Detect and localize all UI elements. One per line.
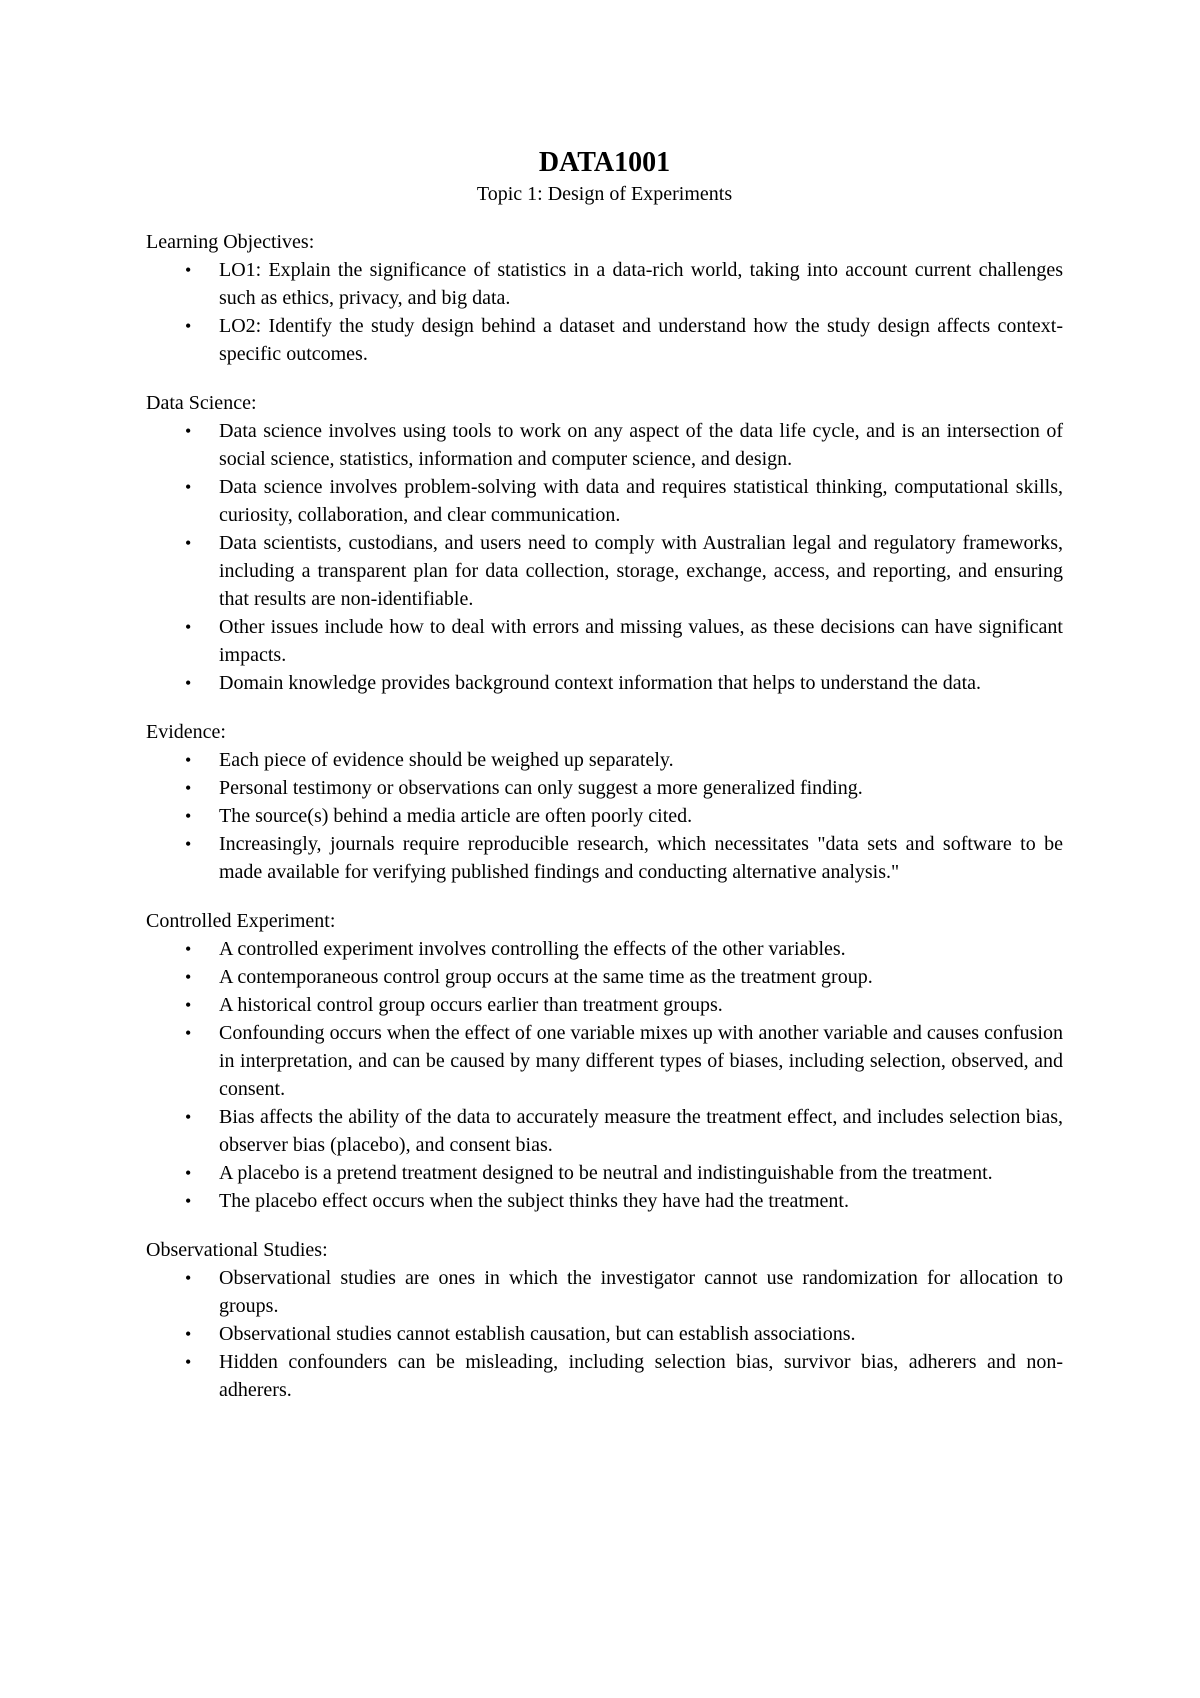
section-controlled-experiment	[146, 907, 1063, 1215]
list-item	[146, 935, 1063, 963]
list-item-text: LO1: Explain the significance of statistics in a data-rich world, taking into account current challenges such as ethics, privacy, and big data.	[219, 259, 1063, 309]
bullet-icon: •	[185, 778, 192, 798]
list-item	[146, 1159, 1063, 1187]
list-item-text: Confounding occurs when the effect of one variable mixes up with another variable and causes confusion in interpretation, and can be caused by many different types of biases, including selection, observed, and consent.	[219, 1022, 1063, 1100]
bullet-icon: •	[185, 1324, 192, 1344]
section-heading: Evidence:	[146, 721, 226, 743]
list-item-text: Observational studies cannot establish causation, but can establish associations.	[219, 1323, 856, 1345]
list-item	[146, 613, 1063, 669]
list-item	[146, 1320, 1063, 1348]
list-item	[146, 669, 1063, 697]
bullet-icon: •	[185, 316, 192, 336]
list-item-text: A contemporaneous control group occurs at the same time as the treatment group.	[219, 966, 873, 988]
list-item-text: Hidden confounders can be misleading, including selection bias, survivor bias, adherers and non-adherers.	[219, 1351, 1063, 1401]
list-item	[146, 963, 1063, 991]
document-title: DATA1001	[538, 147, 671, 178]
document-page	[146, 146, 1063, 1425]
list-item-text: Domain knowledge provides background context information that helps to understand the data.	[219, 672, 982, 694]
list-item-text: Bias affects the ability of the data to accurately measure the treatment effect, and includes selection bias, observer bias (placebo), and consent bias.	[219, 1106, 1063, 1156]
bullet-icon: •	[185, 1023, 192, 1043]
bullet-icon: •	[185, 477, 192, 497]
bullet-icon: •	[185, 967, 192, 987]
list-item	[146, 774, 1063, 802]
section-heading: Learning Objectives:	[146, 231, 315, 253]
list-item	[146, 746, 1063, 774]
bullet-icon: •	[185, 806, 192, 826]
bullet-icon: •	[185, 421, 192, 441]
list-item-text: A controlled experiment involves controlling the effects of the other variables.	[219, 938, 846, 960]
list-item	[146, 1019, 1063, 1103]
list-item-text: Other issues include how to deal with errors and missing values, as these decisions can have significant impacts.	[219, 616, 1063, 666]
section-heading: Controlled Experiment:	[146, 910, 336, 932]
list-item	[146, 802, 1063, 830]
bullet-list	[146, 417, 1063, 697]
section-learning-objectives	[146, 228, 1063, 368]
section-data-science	[146, 389, 1063, 697]
bullet-list	[146, 746, 1063, 886]
list-item-text: Observational studies are ones in which the investigator cannot use randomization for allocation to groups.	[219, 1267, 1063, 1317]
list-item	[146, 1103, 1063, 1159]
bullet-icon: •	[185, 939, 192, 959]
list-item	[146, 1187, 1063, 1215]
bullet-list	[146, 935, 1063, 1215]
list-item	[146, 473, 1063, 529]
bullet-icon: •	[185, 533, 192, 553]
section-heading: Data Science:	[146, 392, 257, 414]
section-observational-studies	[146, 1236, 1063, 1404]
list-item-text: The source(s) behind a media article are often poorly cited.	[219, 805, 693, 827]
bullet-icon: •	[185, 995, 192, 1015]
document-subtitle: Topic 1: Design of Experiments	[476, 183, 733, 205]
list-item	[146, 529, 1063, 613]
bullet-icon: •	[185, 1268, 192, 1288]
section-heading: Observational Studies:	[146, 1239, 328, 1261]
bullet-icon: •	[185, 1352, 192, 1372]
bullet-icon: •	[185, 1191, 192, 1211]
list-item	[146, 256, 1063, 312]
list-item-text: Data science involves using tools to work on any aspect of the data life cycle, and is an intersection of social science, statistics, information and computer science, and design.	[219, 420, 1063, 470]
list-item	[146, 1348, 1063, 1404]
bullet-list	[146, 256, 1063, 368]
bullet-icon: •	[185, 750, 192, 770]
list-item	[146, 830, 1063, 886]
list-item	[146, 1264, 1063, 1320]
bullet-icon: •	[185, 673, 192, 693]
bullet-icon: •	[185, 260, 192, 280]
list-item-text: A placebo is a pretend treatment designed to be neutral and indistinguishable from the treatment.	[219, 1162, 993, 1184]
list-item-text: Increasingly, journals require reproducible research, which necessitates "data sets and software to be made available for verifying published findings and conducting alternative analysis."	[219, 833, 1063, 883]
bullet-icon: •	[185, 617, 192, 637]
list-item-text: The placebo effect occurs when the subject thinks they have had the treatment.	[219, 1190, 849, 1212]
list-item-text: LO2: Identify the study design behind a dataset and understand how the study design affects context-specific outcomes.	[219, 315, 1063, 365]
list-item	[146, 312, 1063, 368]
section-evidence	[146, 718, 1063, 886]
list-item-text: Data scientists, custodians, and users need to comply with Australian legal and regulatory frameworks, including a transparent plan for data collection, storage, exchange, access, and reporting, and ensuring that results are non-identifiable.	[219, 532, 1063, 610]
bullet-icon: •	[185, 834, 192, 854]
list-item-text: Data science involves problem-solving with data and requires statistical thinking, computational skills, curiosity, collaboration, and clear communication.	[219, 476, 1063, 526]
bullet-list	[146, 1264, 1063, 1404]
list-item	[146, 417, 1063, 473]
bullet-icon: •	[185, 1163, 192, 1183]
bullet-icon: •	[185, 1107, 192, 1127]
list-item-text: Each piece of evidence should be weighed up separately.	[219, 749, 674, 771]
list-item	[146, 991, 1063, 1019]
list-item-text: A historical control group occurs earlier than treatment groups.	[219, 994, 723, 1016]
list-item-text: Personal testimony or observations can only suggest a more generalized finding.	[219, 777, 863, 799]
